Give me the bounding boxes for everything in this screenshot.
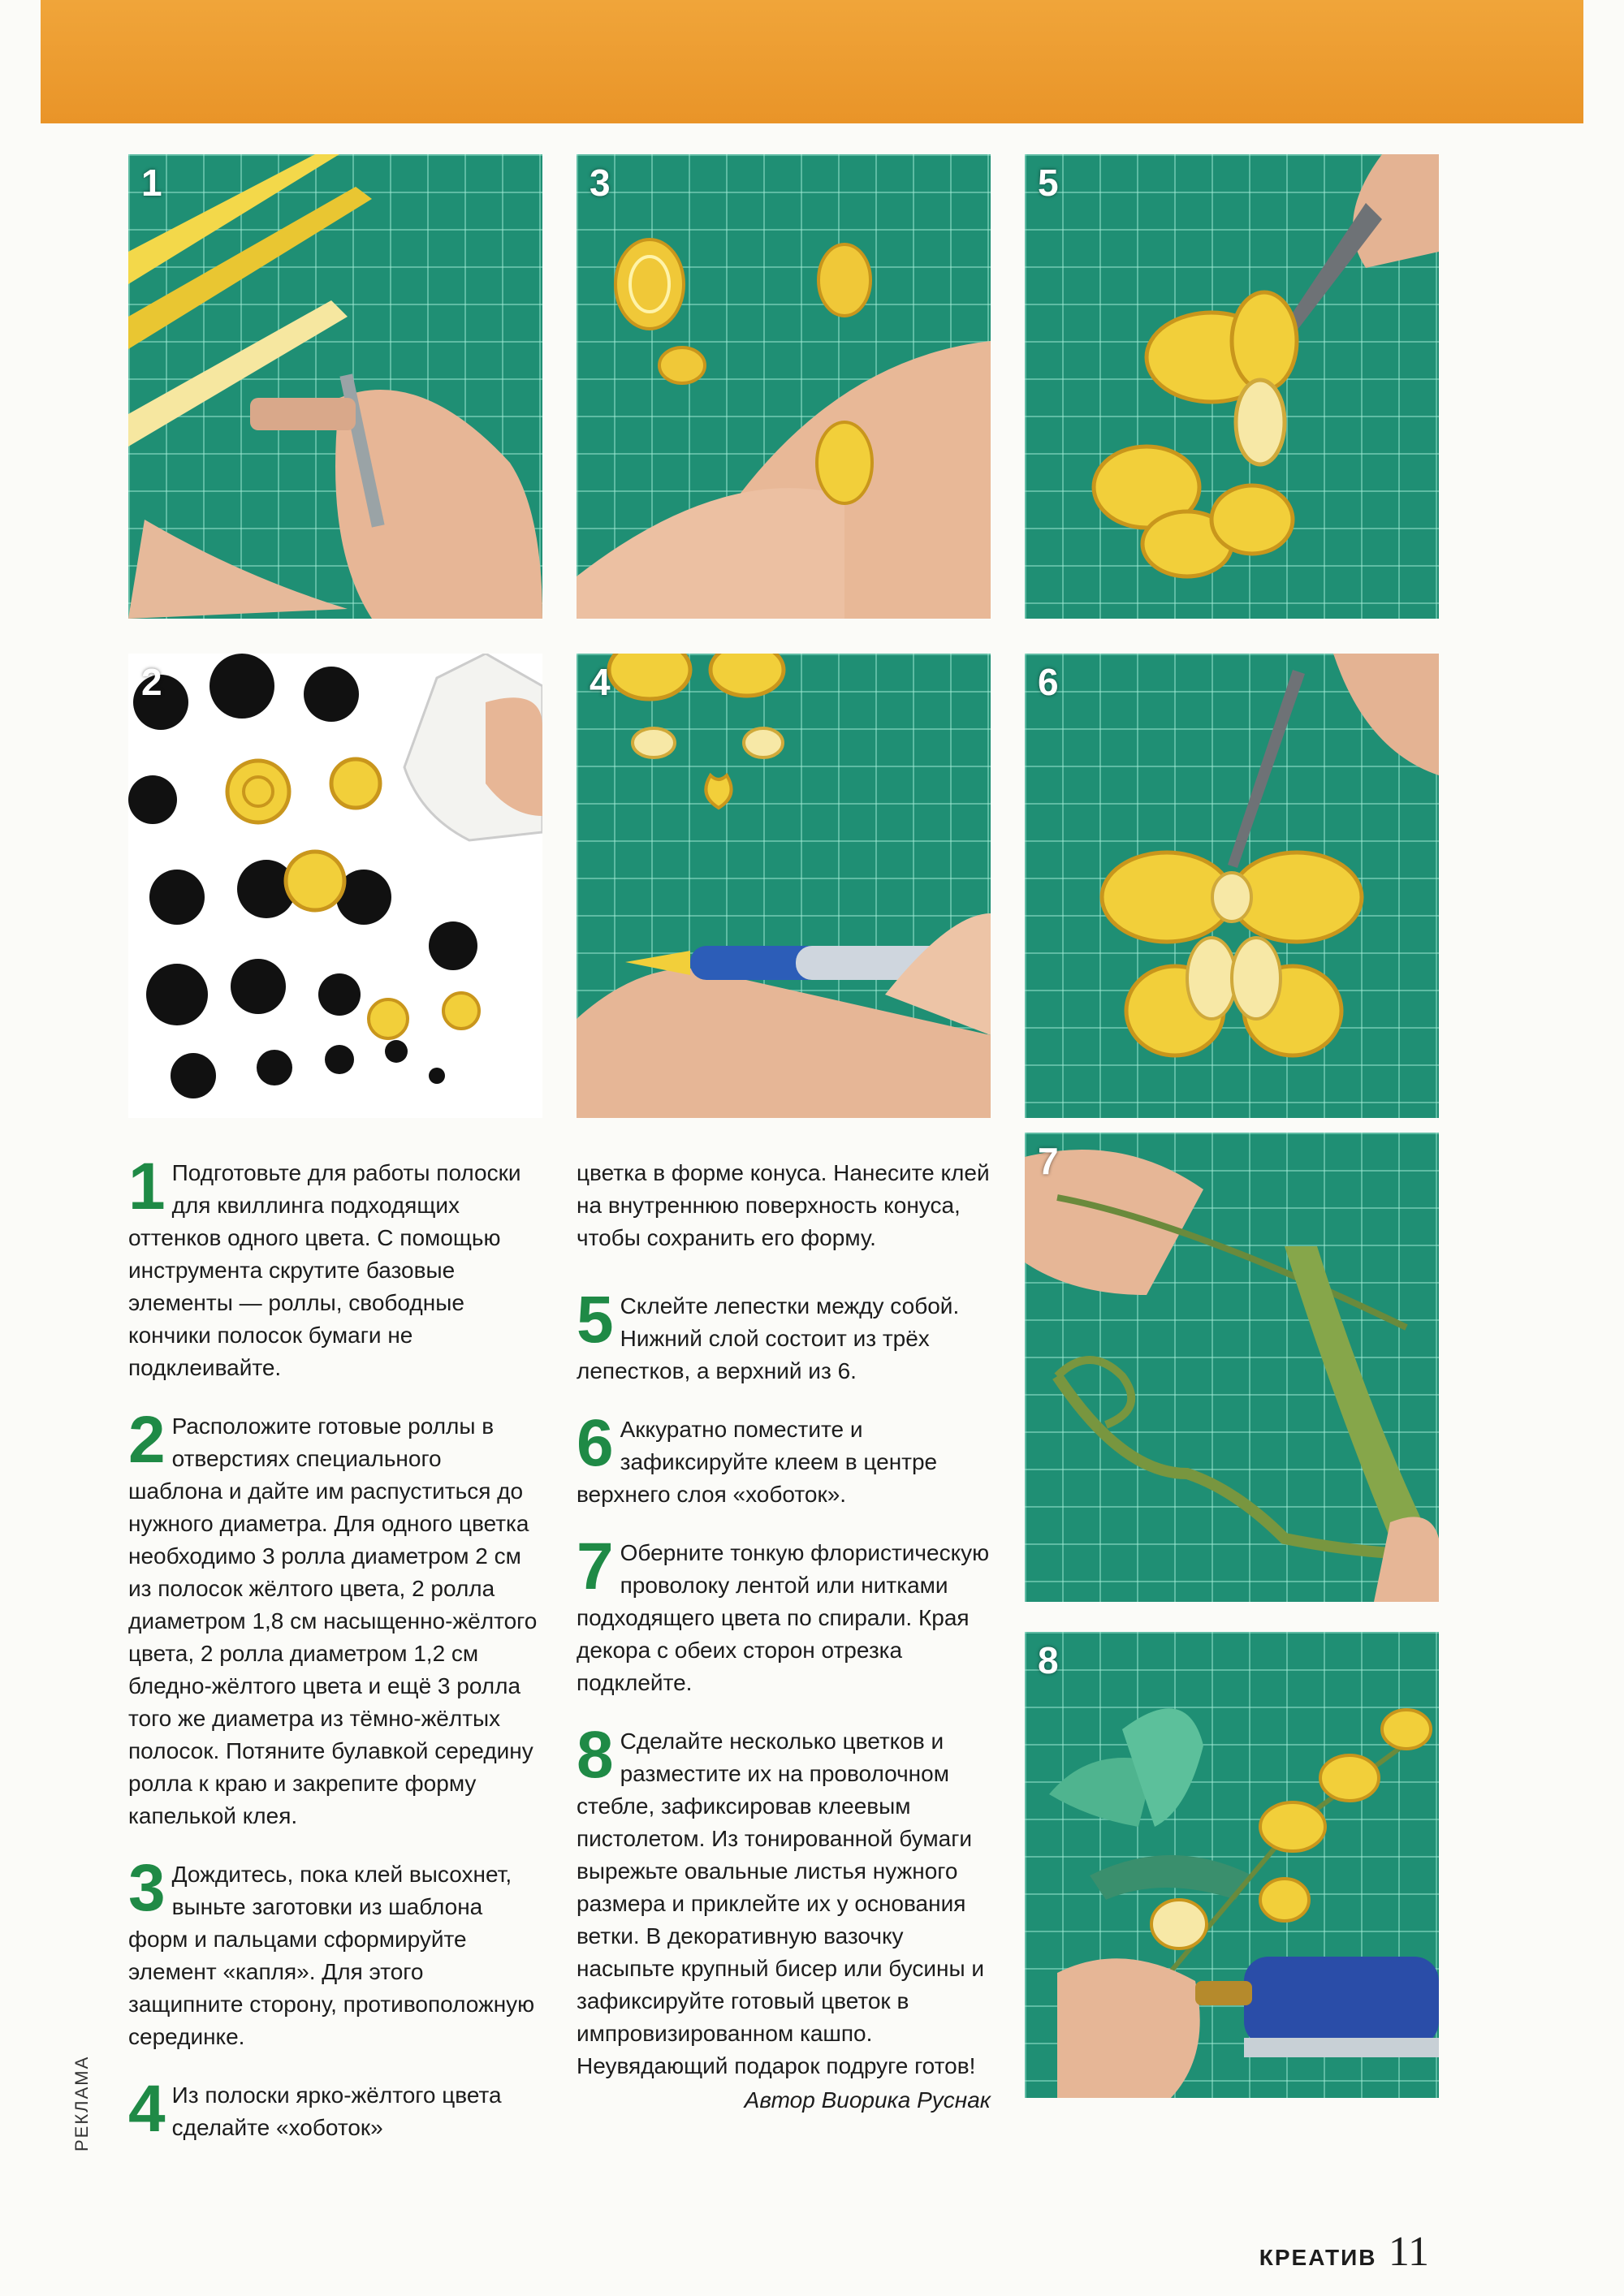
photo-number: 1	[141, 162, 162, 204]
page-footer	[1259, 2228, 1429, 2276]
photo-step-4	[577, 654, 991, 1118]
step-text: Из полоски ярко-жёлтого цвета сделайте «хоботок»	[171, 2082, 502, 2140]
photo-4-illustration	[577, 654, 991, 1118]
photo-number: 2	[141, 661, 162, 703]
photo-step-5	[1025, 154, 1439, 619]
step-number: 4	[128, 2072, 166, 2146]
step-text: Аккуратно поместите и зафиксируйте клеем в центре верхнего слоя «хоботок».	[577, 1417, 938, 1507]
photo-step-8	[1025, 1632, 1439, 2098]
step-number: 1	[128, 1150, 166, 1224]
photo-step-3	[577, 154, 991, 619]
step-text: Расположите готовые роллы в отверстиях специального шаблона и дайте им распуститься до нужного диаметра. Для одного цветка необходимо 3 ролла диаметром 2 см из полосок жёлтого цвета, 2 ролла диаметром 1,8 см насыщенно-жёлтого цвета, 2 ролла диаметром 1,2 см бледно-жёлтого цвета и ещё 3 ролла того же диаметра из тёмно-жёлтых полосок. Потяните булавкой середину ролла к краю и закрепите форму капелькой клея.	[128, 1413, 538, 1828]
step-text: Сделайте несколько цветков и разместите их на проволочном стебле, зафиксировав клеевым пистолетом. Из тонированной бумаги вырежьте овальные листья нужного размера и приклейте их у основания ветки. В декоративную вазочку насыпьте крупный бисер или бусины и зафиксируйте готовый цветок в импровизированном кашпо. Неувядающий подарок подруге готов!	[577, 1728, 985, 2078]
step-2	[128, 1403, 538, 1832]
step-7	[577, 1530, 991, 1699]
step-1	[128, 1150, 538, 1384]
photo-number: 3	[590, 162, 611, 204]
photo-1-illustration	[128, 154, 542, 619]
step-number: 7	[577, 1530, 614, 1603]
step-8	[577, 1718, 991, 2082]
photo-8-illustration	[1025, 1632, 1439, 2098]
photo-3-illustration	[577, 154, 991, 619]
photo-step-2	[128, 654, 542, 1118]
photo-step-1	[128, 154, 542, 619]
photo-5-illustration	[1025, 154, 1439, 619]
author-signature: Автор Виорика Руснак	[744, 2087, 991, 2113]
photo-number: 8	[1038, 1639, 1059, 1681]
step-5	[577, 1283, 991, 1388]
instructions-middle-column	[577, 1157, 991, 2117]
photo-number: 7	[1038, 1140, 1059, 1182]
top-color-band	[41, 0, 1583, 123]
step-number: 6	[577, 1406, 614, 1480]
step-4	[128, 2072, 538, 2146]
step-number: 8	[577, 1718, 614, 1792]
step-text: Дождитесь, пока клей высохнет, выньте заготовки из шаблона форм и пальцами сформируйте элемент «капля». Для этого защипните сторону, противоположную серединке.	[128, 1862, 535, 2049]
step-number: 5	[577, 1283, 614, 1357]
photo-6-illustration	[1025, 654, 1439, 1118]
step-text: Оберните тонкую флористическую проволоку лентой или нитками подходящего цвета по спирали. Края декора с обеих сторон отрезка подклейте.	[577, 1540, 990, 1695]
step-number: 2	[128, 1403, 166, 1477]
photo-2-illustration	[128, 654, 542, 1118]
step-6	[577, 1406, 991, 1511]
advertisement-label: РЕКЛАМА	[71, 2055, 92, 2151]
instructions-left-column	[128, 1150, 538, 2146]
step-number: 3	[128, 1851, 166, 1925]
photo-number: 4	[590, 661, 611, 703]
photo-step-6	[1025, 654, 1439, 1118]
step-text: Склейте лепестки между собой. Нижний слой состоит из трёх лепестков, а верхний из 6.	[577, 1293, 960, 1383]
photo-7-illustration	[1025, 1133, 1439, 1602]
magazine-section-name: КРЕАТИВ	[1259, 2245, 1377, 2270]
photo-step-7	[1025, 1133, 1439, 1602]
step-4-continuation: цветка в форме конуса. Нанесите клей на внутреннюю поверхность конуса, чтобы сохранить его форму.	[577, 1160, 990, 1250]
page-number: 11	[1388, 2229, 1429, 2275]
photo-number: 6	[1038, 661, 1059, 703]
photo-number: 5	[1038, 162, 1059, 204]
step-text: Подготовьте для работы полоски для квиллинга подходящих оттенков одного цвета. С помощью инструмента скрутите базовые элементы — роллы, свободные кончики полосок бумаги не подклеивайте.	[128, 1160, 521, 1380]
step-3	[128, 1851, 538, 2053]
